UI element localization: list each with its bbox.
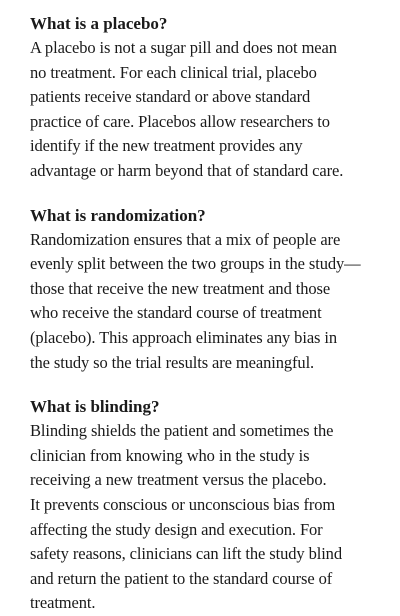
paragraph-line: Blinding shields the patient and sometimes the — [30, 421, 334, 441]
paragraph-line: and return the patient to the standard course of — [30, 568, 333, 588]
randomization-paragraph — [30, 228, 400, 376]
paragraph-line: Randomization ensures that a mix of people are — [30, 229, 341, 249]
blinding-paragraph — [30, 419, 400, 616]
paragraph-line: clinician from knowing who in the study is — [30, 445, 310, 465]
paragraph-line: patients receive standard or above standard — [30, 87, 311, 107]
paragraph-line: treatment. — [30, 593, 96, 613]
placebo-heading: What is a placebo? — [30, 14, 168, 33]
paragraph-line: evenly split between the two groups in the study— — [30, 254, 361, 274]
blinding-heading: What is blinding? — [30, 397, 160, 417]
blinding-section — [30, 395, 400, 616]
paragraph-line: A placebo is not a sugar pill and does not mean — [30, 38, 337, 57]
paragraph-line: identify if the new treatment provides any — [30, 136, 303, 156]
paragraph-line: the study so the trial results are meaningful. — [30, 352, 315, 372]
paragraph-line: affecting the study design and execution. For — [30, 519, 323, 539]
paragraph-line: who receive the standard course of treatment — [30, 303, 322, 323]
paragraph-line: advantage or harm beyond that of standard care. — [30, 160, 344, 180]
randomization-section — [30, 204, 400, 376]
paragraph-line: (placebo). This approach eliminates any bias in — [30, 327, 338, 347]
placebo-section — [30, 12, 400, 184]
randomization-heading: What is randomization? — [30, 205, 206, 225]
paragraph-line: safety reasons, clinicians can lift the study blind — [30, 544, 342, 564]
paragraph-line: practice of care. Placebos allow researchers to — [30, 111, 330, 131]
placebo-paragraph — [30, 36, 400, 184]
paragraph-line: no treatment. For each clinical trial, placebo — [30, 62, 317, 82]
paragraph-line: It prevents conscious or unconscious bias from — [30, 494, 336, 514]
paragraph-line: receiving a new treatment versus the placebo. — [30, 470, 327, 490]
paragraph-line: those that receive the new treatment and those — [30, 278, 331, 298]
